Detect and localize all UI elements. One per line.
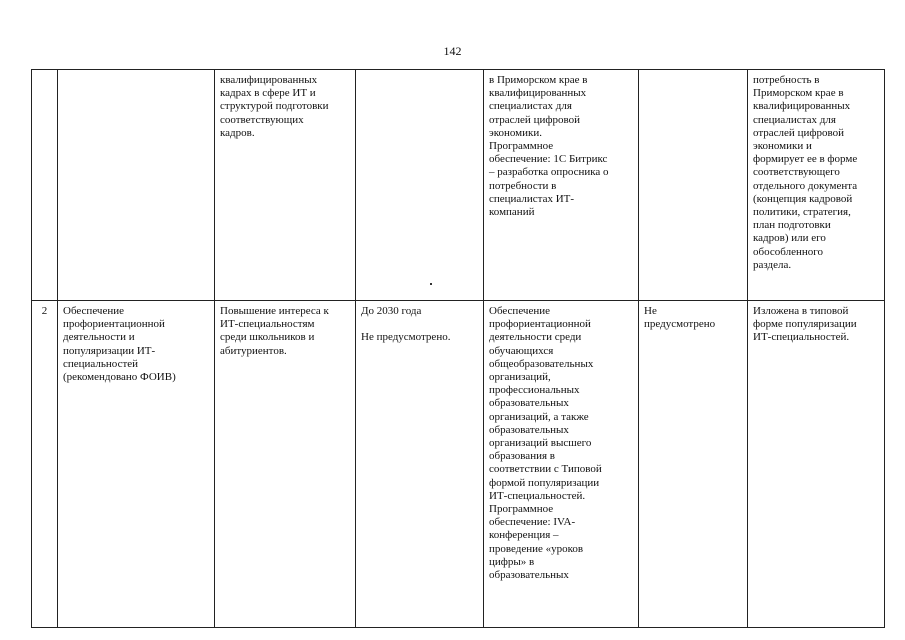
goal-cell: Повышение интереса к ИТ-специальностям среди школьников и абитуриентов.: [215, 301, 356, 628]
result-cell: Изложена в типовой форме популяризации ИТ-специальностей.: [748, 301, 885, 628]
row-number-cell: 2: [32, 301, 58, 628]
page-number: 142: [443, 44, 462, 58]
scan-speck: [430, 283, 432, 285]
table-row: [32, 301, 885, 628]
measure-cell: [58, 70, 215, 301]
implementation-cell: Обеспечение профориентационной деятельности среди обучающихся общеобразовательных организаций, профессиональных образовательных организаций, а также образовательных организаций высшего образования в соответствии с Типовой формой популяризации ИТ-специальностей. Программное обеспечение: IVA- конференция – проведение «уроков цифры» в образовательных: [484, 301, 639, 628]
measure-cell: Обеспечение профориентационной деятельности и популяризации ИТ- специальностей (рекомендовано ФОИВ): [58, 301, 215, 628]
row-number-cell: [32, 70, 58, 301]
planned-cell: Не предусмотрено: [639, 301, 748, 628]
deadline-cell: [356, 301, 484, 628]
planned-cell: [639, 70, 748, 301]
implementation-cell: в Приморском крае в квалифицированных специалистах для отраслей цифровой экономики. Программное обеспечение: 1С Битрикс – разработка опросника о потребности в специалистах ИТ- компаний: [484, 70, 639, 301]
document-table: [31, 69, 885, 628]
table-row: [32, 70, 885, 301]
deadline-text: До 2030 года: [361, 305, 422, 317]
goal-cell: квалифицированных кадрах в сфере ИТ и структурой подготовки соответствующих кадров.: [215, 70, 356, 301]
deadline-note: Не предусмотрено.: [361, 331, 451, 344]
deadline-cell: [356, 70, 484, 301]
result-cell: потребность в Приморском крае в квалифицированных специалистах для отраслей цифровой экономики и формирует ее в форме соответствующего отдельного документа (концепция кадровой политики, стратегия, план подготовки кадров) или его обособленного раздела.: [748, 70, 885, 301]
